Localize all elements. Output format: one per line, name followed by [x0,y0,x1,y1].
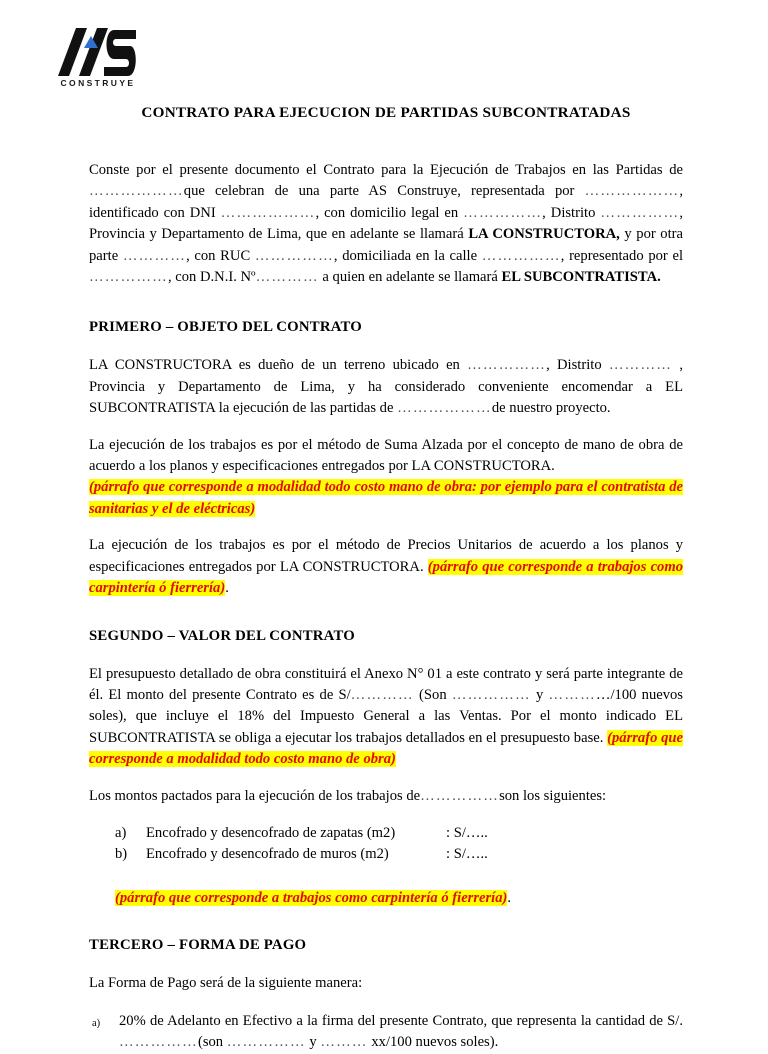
list-item-label: Encofrado y desencofrado de zapatas (m2) [146,824,396,841]
note-2-tail: . [225,580,229,597]
pay-text-1: 20% de Adelanto en Efectivo a la firma del presente Contrato, que representa la cantidad de S/. [119,1012,683,1029]
highlighted-note-3: (párrafo que corresponde a modalidad todo costo mano de obra) [89,729,683,768]
s2-text-2: (Son [413,686,452,703]
primero-paragraph-2: La ejecución de los trabajos es por el método de Suma Alzada por el concepto de mano de obra de acuerdo a los planos y especificaciones entregados por LA CONSTRUCTORA. [89,436,683,475]
p1-blank-1: …………… [467,357,547,374]
section-heading-tercero: TERCERO – FORMA DE PAGO [89,937,307,954]
intro-blank-5: …………… [600,204,680,221]
p1-blank-3: ……………… [397,400,492,417]
document-body [89,104,683,1054]
intro-blank-10: ………… [255,269,319,286]
p1-text-2: , Distrito [546,357,609,374]
intro-paragraph [89,160,683,288]
intro-blank-9: …………… [89,269,168,286]
primero-paragraph-1 [89,355,683,419]
intro-text-10: , representado por el [560,247,683,264]
intro-blank-8: …………… [481,247,561,264]
s2-blank-3: ……… [548,686,596,703]
as-letters-icon [56,26,138,80]
s2b-blank-1: …………… [420,787,500,804]
primero-paragraph-3 [89,535,683,599]
s2-text-1: El presupuesto detallado de obra constituirá el Anexo N° 01 a este contrato y será parte integrante de él. El monto del presente Contrato es de S/ [89,665,683,703]
s2b-text-1: Los montos pactados para la ejecución de los trabajos de [89,787,421,804]
intro-text-3: , identificado con DNI [89,183,683,221]
list-item-marker: b) [115,846,128,863]
segundo-paragraph-1 [89,664,683,771]
intro-blank-4: …………… [463,204,543,221]
note-4-tail: . [507,889,512,906]
p1-text-1: LA CONSTRUCTORA es dueño de un terreno ubicado en [89,357,468,374]
segundo-items-list [89,823,683,866]
s2-text-3: y [530,686,549,703]
intro-blank-2: ……………… [584,183,680,200]
list-item [115,844,683,866]
pay-text-4: xx/100 nuevos soles). [367,1034,499,1051]
pay-text-2: (son [197,1034,227,1051]
list-item-value: : S/….. [446,824,488,841]
s2-text-4: …/100 nuevos soles), que incluye el 18% del Impuesto General a las Ventas. Por el monto indicado EL SUBCONTRATISTA se obliga a ejecutar los trabajos detallados en el presupuesto base. [89,686,683,746]
logo-mark [56,26,138,80]
intro-text-11: , con D.N.I. Nº [167,269,256,286]
list-item-marker: a) [92,1017,101,1029]
list-item-marker: a) [115,824,127,841]
intro-blank-3: ……………… [220,204,316,221]
highlighted-note-2: (párrafo que corresponde a trabajos como carpintería ó fierrería) [89,558,683,597]
intro-text-2: que celebran de una parte AS Construye, representada por [183,183,585,200]
intro-blank-7: …………… [254,247,334,264]
intro-bold-subcontratista: EL SUBCONTRATISTA. [501,269,661,286]
p1-text-4: de nuestro proyecto. [491,400,611,417]
segundo-paragraph-2 [89,786,683,807]
company-logo [56,26,138,96]
intro-text-4: , con domicilio legal en [315,204,464,221]
tercero-paragraph-1: La Forma de Pago será de la siguiente manera: [89,975,363,992]
pay-blank-1: …………… [119,1034,198,1051]
p1-text-3: , Provincia y Departamento de Lima, y ha considerado conveniente encomendar a EL SUBCONTRATISTA la ejecución de las partidas de [89,357,684,417]
highlighted-note-4: (párrafo que corresponde a trabajos como carpintería ó fierrería) [115,889,508,906]
segundo-note-2-wrapper [115,888,683,909]
intro-bold-constructora: LA CONSTRUCTORA, [468,226,620,243]
p1-blank-2: ………… [608,357,673,374]
intro-text-5: , Distrito [542,204,601,221]
list-item [89,1011,683,1054]
intro-text-9: , domiciliada en la calle [333,247,482,264]
intro-text-8: , con RUC [186,247,255,264]
pay-blank-3: ……… [320,1034,368,1051]
document-title: CONTRATO PARA EJECUCION DE PARTIDAS SUBCONTRATADAS [141,104,631,121]
intro-text-1: Conste por el presente documento el Contrato para la Ejecución de Trabajos en las Partidas de [89,162,683,178]
s2b-text-2: son los siguientes: [499,787,607,804]
pay-text-3: y [305,1034,321,1051]
primero-note-1-wrapper [89,477,683,520]
section-heading-primero: PRIMERO – OBJETO DEL CONTRATO [89,319,363,336]
list-item [115,823,683,845]
tercero-payment-list [89,1011,683,1054]
intro-blank-6: ………… [122,247,187,264]
intro-text-7: y por otra parte [89,226,683,264]
p3-text: La ejecución de los trabajos es por el método de Precios Unitarios de acuerdo a los planos y especificaciones entregados por LA CONSTRUCTORA. [89,537,683,575]
list-item-label: Encofrado y desencofrado de muros (m2) [146,846,389,863]
section-heading-segundo: SEGUNDO – VALOR DEL CONTRATO [89,627,355,644]
intro-text-12: a quien en adelante se llamará [318,269,502,286]
s2-blank-2: …………… [451,686,531,703]
pay-blank-2: …………… [226,1034,306,1051]
s2-blank-1: ………… [350,686,414,703]
list-item-value: : S/….. [446,846,488,863]
highlighted-note-1: (párrafo que corresponde a modalidad todo costo mano de obra: por ejemplo para el contratista de sanitarias y el de eléctricas) [89,479,683,517]
intro-text-6: , Provincia y Departamento de Lima, que en adelante se llamará [89,204,683,243]
logo-wordmark: CONSTRUYE [60,78,136,88]
intro-blank-1: ……………… [89,183,184,200]
